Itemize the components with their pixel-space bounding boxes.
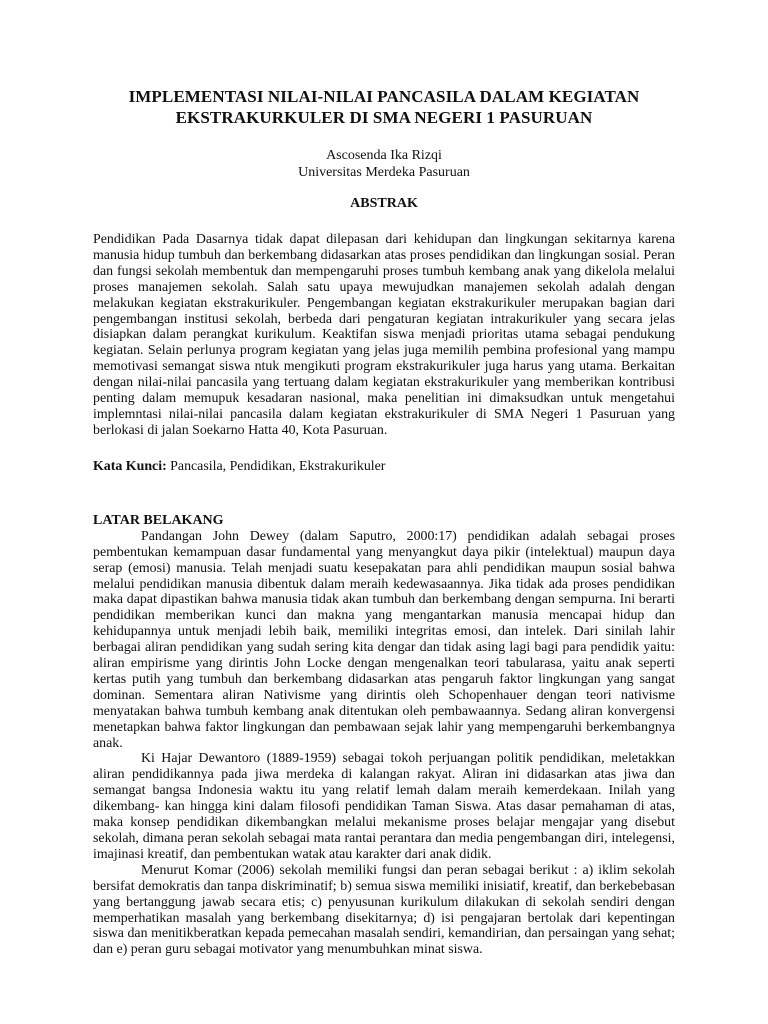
author-block <box>93 147 675 181</box>
author-name: Ascosenda Ika Rizqi <box>326 148 442 163</box>
body-paragraph-3: Menurut Komar (2006) sekolah memiliki fungsi dan peran sebagai berikut : a) iklim sekolah bersifat demokratis dan tanpa diskriminatif; b) semua siswa memiliki inisiatif, kreatif, dan berkebebasan yang bertanggung jawab secara etis; c) penyusunan kurikulum dilakukan di sekolah sendiri dengan memperhatikan masalah yang berkembang disekitarnya; d) isi pengajaran bertolak dari kepentingan siswa dan menitikberatkan kepada pemecahan masalah sendiri, kemandirian, dan persaingan yang sehat; dan e) peran guru sebagai motivator yang menumbuhkan minat siswa. <box>93 862 675 958</box>
author-affiliation: Universitas Merdeka Pasuruan <box>298 165 470 180</box>
abstract-heading: ABSTRAK <box>350 196 418 211</box>
paper-title <box>93 86 675 128</box>
section-heading: LATAR BELAKANG <box>93 512 224 528</box>
body-paragraph-1: Pandangan John Dewey (dalam Saputro, 2000:17) pendidikan adalah sebagai proses pembentukan kemampuan dasar fundamental yang menyangkut daya pikir (intelektual) maupun daya serap (emosi) manusia. Telah menjadi suatu kesepakatan para ahli pendidikan maupun sosial bahwa melalui pendidikan manusia dibentuk dalam meraih kedewasaannya. Jika tidak ada proses pendidikan maka dapat dipastikan bahwa manusia tidak akan tumbuh dan berkembang dengan sempurna. Ini berarti pendidikan memberikan kunci dan makna yang mengantarkan manusia mencapai hidup dan kehidupannya untuk menjadi lebih baik, memiliki integritas emosi, dan intelek. Dari sinilah lahir berbagai aliran pendidikan yang sudah sering kita dengar dan tidak asing lagi bagi para pendidik yaitu: aliran empirisme yang dirintis John Locke dengan mengenalkan teori tabularasa, yaitu anak seperti kertas putih yang tumbuh dan berkembang didasarkan atas pengaruh faktor lingkungan yang sangat dominan. Sementara aliran Nativisme yang dirintis oleh Schopenhauer dengan teori nativisme menyatakan bahwa tumbuh kembang anak ditentukan oleh pembawaannya. Sedang aliran konvergensi menetapkan bahwa faktor lingkungan dan pembawaan sejak lahir yang mempengaruhi berkembangnya anak. <box>93 528 675 751</box>
keywords <box>93 459 675 475</box>
keywords-text: Pancasila, Pendidikan, Ekstrakurikuler <box>166 458 386 474</box>
body-paragraph-2: Ki Hajar Dewantoro (1889-1959) sebagai tokoh perjuangan politik pendidikan, meletakkan aliran pendidikannya pada jiwa merdeka di kalangan rakyat. Aliran ini didasarkan atas jiwa dan semangat bangsa Indonesia waktu itu yang relatif lemah dalam meraih kemerdekaan. Inilah yang dikembang- kan hingga kini dalam filosofi pendidikan Taman Siswa. Atas dasar pemahaman di atas, maka konsep pendidikan dikembangkan melalui mekanisme proses belajar mengajar yang disebut sekolah, dimana peran sekolah sebagai mata rantai perantara dan media pengembangan diri, intelegensi, imajinasi kreatif, dan pembentukan watak atau karakter dari anak didik. <box>93 751 675 862</box>
paper-title-line-2: EKSTRAKURKULER DI SMA NEGERI 1 PASURUAN <box>175 108 593 127</box>
paper-title-line-1: IMPLEMENTASI NILAI-NILAI PANCASILA DALAM KEGIATAN <box>128 87 640 106</box>
keywords-label: Kata Kunci: <box>93 458 167 474</box>
abstract-text: Pendidikan Pada Dasarnya tidak dapat dilepasan dari kehidupan dan lingkungan sekitarnya karena manusia hidup tumbuh dan berkembang didasarkan atas proses pendidikan dan lingkungan sosial. Peran dan fungsi sekolah membentuk dan mempengaruhi proses tumbuh kembang anak yang dikelola melalui proses manajemen sekolah. Salah satu upaya mewujudkan manajemen sekolah adalah dengan melakukan kegiatan ekstrakurikuler. Pengembangan kegiatan ekstrakurikuler merupakan bagian dari pengembangan institusi sekolah, berbeda dari pengaturan kegiatan intrakurikuler yang secara jelas disiapkan dalam perangkat kurikulum. Keaktifan siswa menjadi prioritas utama sebagai pendukung kegiatan. Selain perlunya program kegiatan yang jelas juga memilih pembina profesional yang mampu memotivasi semangat siswa ntuk mengikuti program ekstrakurikuler juga harus yang utama. Berkaitan dengan nilai-nilai pancasila yang tertuang dalam kegiatan ekstrakurikuler yang memberikan kontribusi penting dalam memupuk kesadaran nasional, maka penelitian ini dimaksudkan untuk mengetahui implemntasi nilai-nilai pancasila dalam kegiatan ekstrakurikuler di SMA Negeri 1 Pasuruan yang berlokasi di jalan Soekarno Hatta 40, Kota Pasuruan. <box>93 232 675 438</box>
paper-page <box>93 86 675 958</box>
